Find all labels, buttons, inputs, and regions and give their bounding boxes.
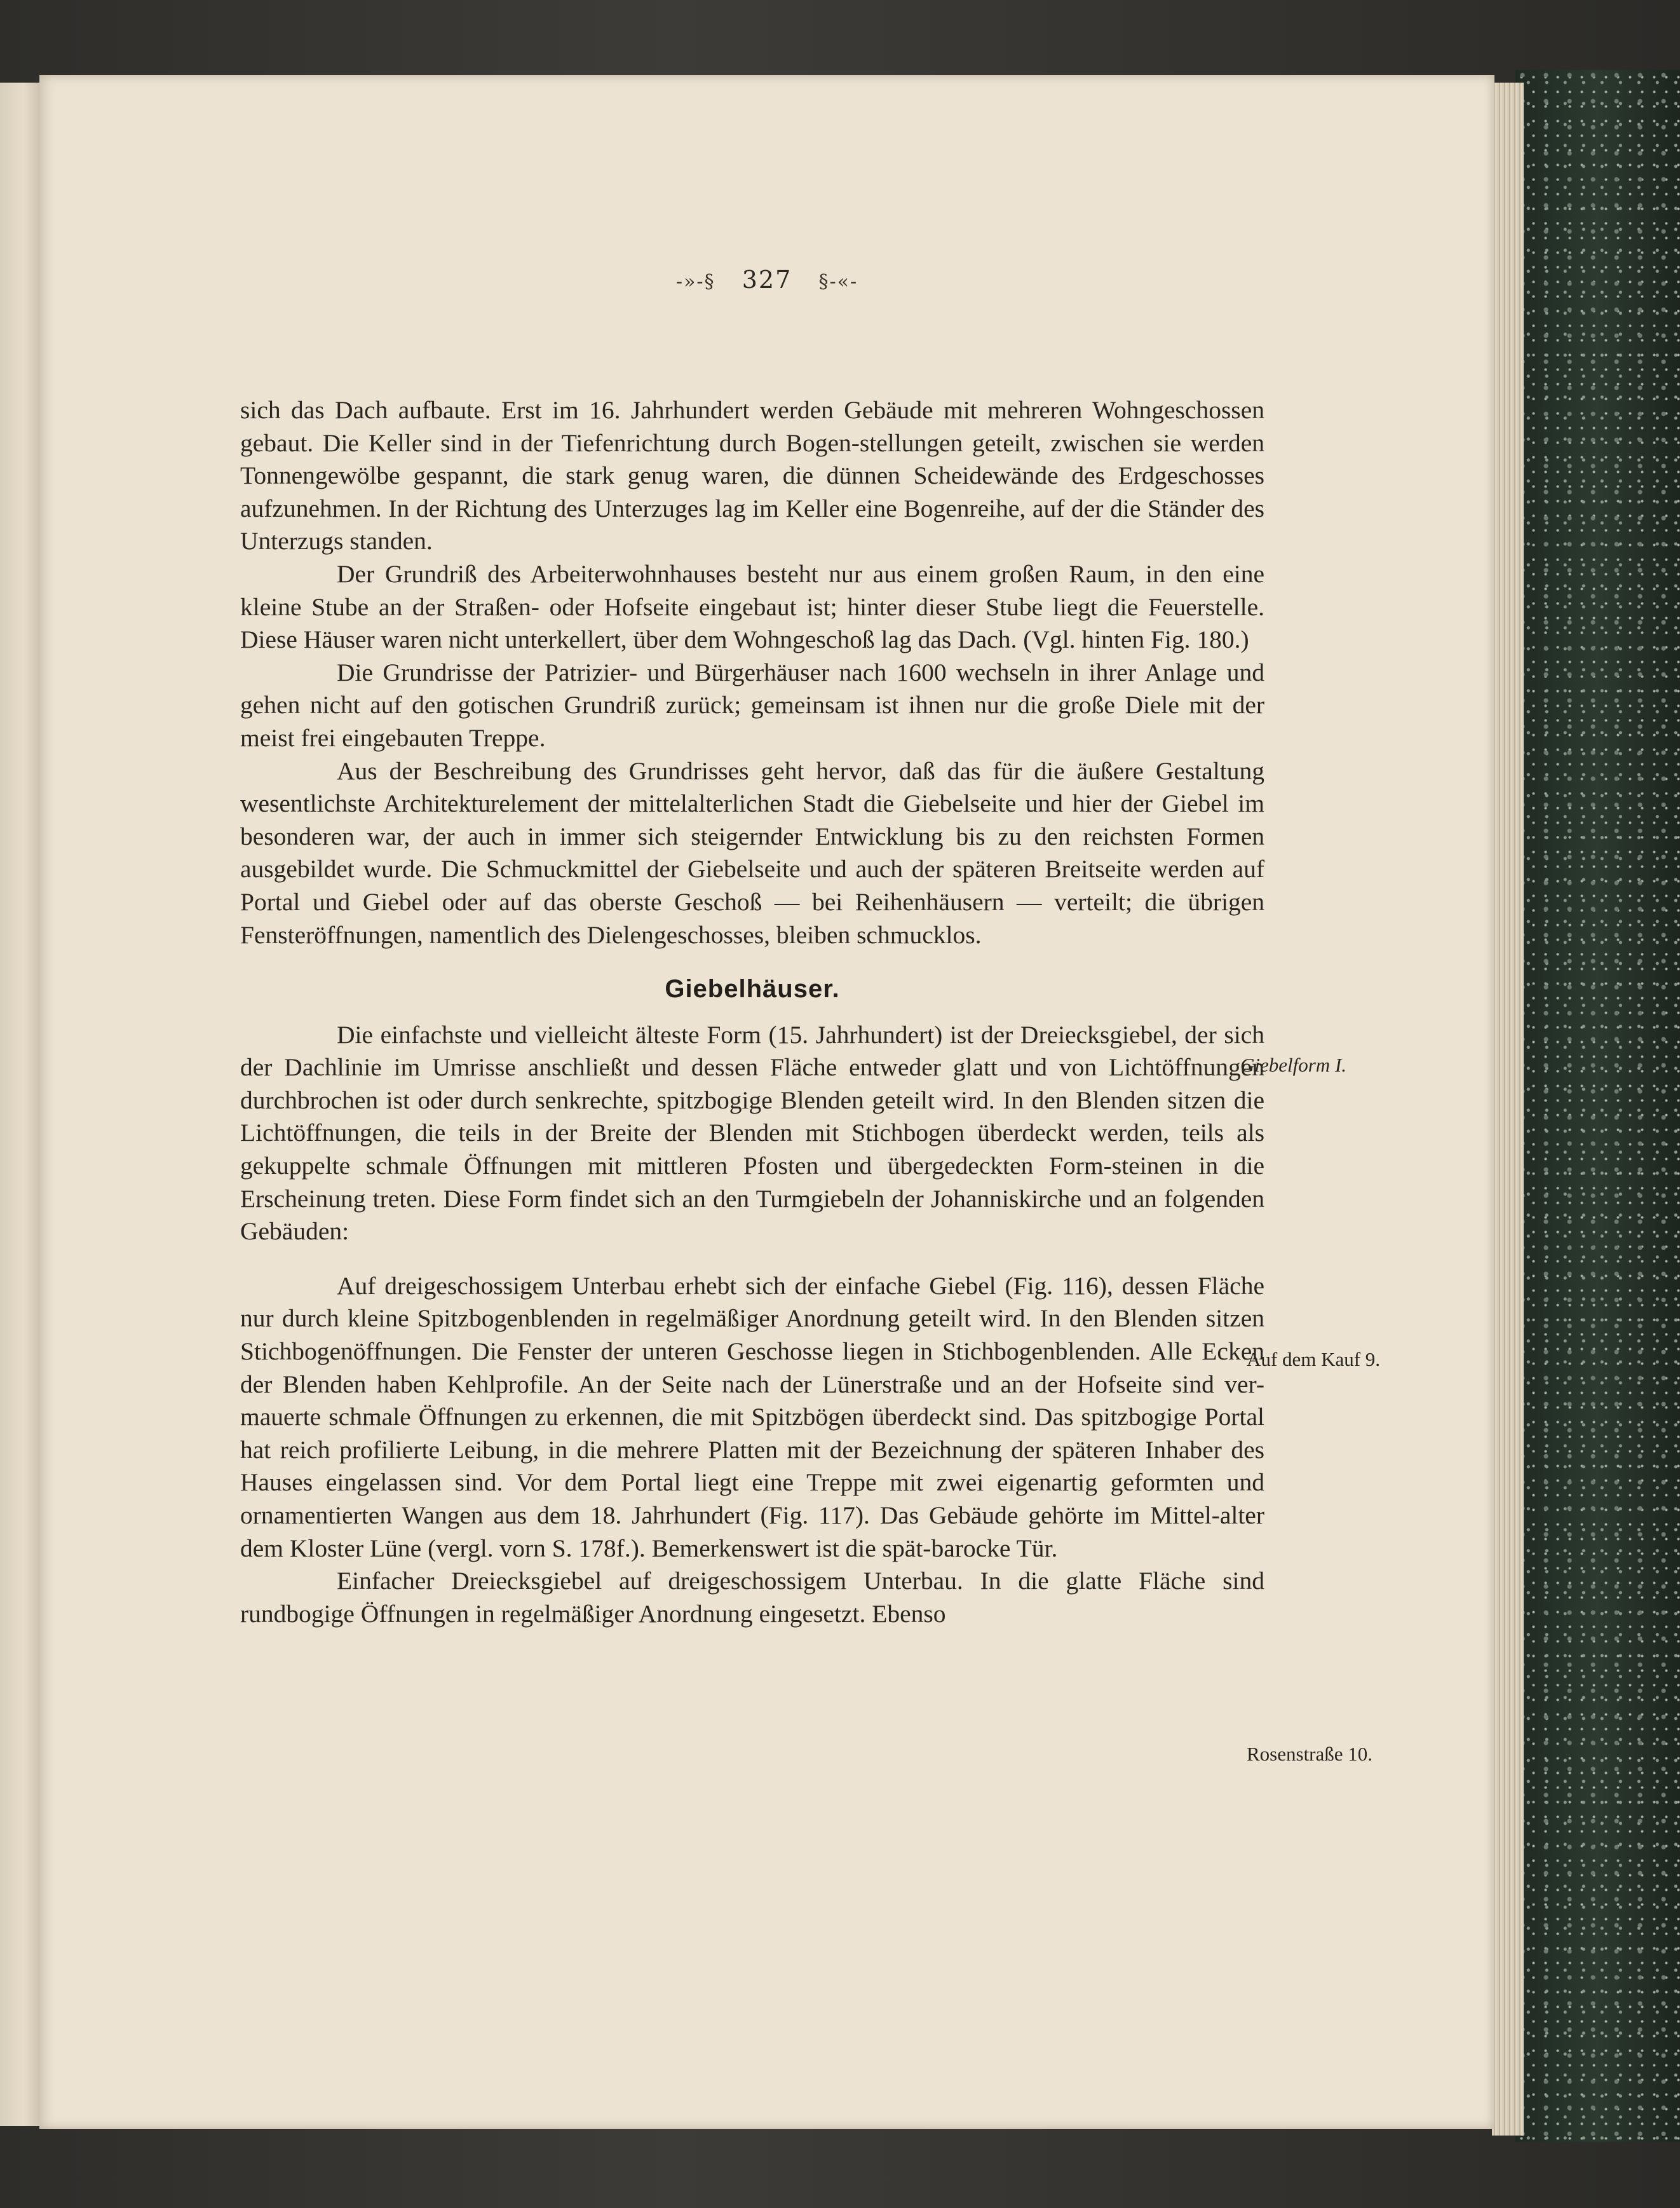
page-edges xyxy=(1492,83,1524,2136)
margin-note-rosenstrasse: Rosenstraße 10. xyxy=(1247,1743,1373,1765)
paragraph: Die Grundrisse der Patrizier- und Bürgerhäuser nach 1600 wechseln in ihrer Anlage und gehen nicht auf den gotischen Grundriß zurück; gemeinsam ist ihnen nur die große Diele mit der meist frei eingebauten Treppe. xyxy=(240,658,1264,752)
ornament-right: §-«- xyxy=(818,271,858,293)
paragraph-gap xyxy=(240,1248,1264,1270)
paragraph: Auf dreigeschossigem Unterbau erhebt sich der einfache Giebel (Fig. 116), dessen Fläche nur durch kleine Spitzbogenblenden in regelmäßiger Anordnung geteilt wird. In den Blenden sitzen Stichbogenöffnungen. Die Fenster der unteren Geschosse liegen in Stichbogenblenden. Alle Ecken der Blenden haben Kehlprofile. An der Seite nach der Lünerstraße und an der Hofseite sind ver-mauerte schmale Öffnungen zu erkennen, die mit Spitzbögen überdeckt sind. Das spitzbogige Portal hat reich profilierte Leibung, in die mehrere Platten mit der Bezeichnung der späteren Inhaber des Hauses eingelassen sind. Vor dem Portal liegt eine Treppe mit zwei eigenartig geformten und ornamentierten Wangen aus dem 18. Jahrhundert (Fig. 117). Das Gebäude gehörte im Mittel-alter dem Kloster Lüne (vergl. vorn S. 178f.). Bemerkenswert ist die spät-barocke Tür. xyxy=(240,1271,1264,1562)
margin-note-giebelform: Giebelform I. xyxy=(1240,1054,1347,1076)
paragraph-continued: sich das Dach aufbaute. Erst im 16. Jahrhundert werden Gebäude mit mehreren Wohngeschossen gebaut. Die Keller sind in der Tiefenrichtung durch Bogen-stellungen geteilt, zwischen sie werden Tonnengewölbe gespannt, die stark genug waren, die dünnen Scheidewände des Erdgeschosses aufzunehmen. In der Richtung des Unterzuges lag im Keller eine Bogenreihe, auf der die Ständer des Unterzugs standen. xyxy=(240,396,1264,555)
paragraph: Einfacher Dreiecksgiebel auf dreigeschossigem Unterbau. In die glatte Fläche sind rundbogige Öffnungen in regelmäßiger Anordnung eingesetzt. Ebenso xyxy=(240,1567,1264,1628)
ornament-left: -»-§ xyxy=(675,271,715,293)
page-number: 327 xyxy=(742,266,792,294)
section-heading: Giebelhäuser. xyxy=(665,975,840,1004)
paragraph: Die einfachste und vielleicht älteste Form (15. Jahrhundert) ist der Dreiecksgiebel, der sich der Dachlinie im Umrisse anschließt und dessen Fläche entweder glatt und von Lichtöffnungen durchbrochen ist oder durch senkrechte, spitzbogige Blenden geteilt wird. In den Blenden sitzen die Lichtöffnungen, die teils in der Breite der Blenden mit Stichbogen überdeckt werden, teils als gekuppelte schmale Öffnungen mit mittleren Pfosten und übergedeckten Form-steinen in die Erscheinung treten. Diese Form findet sich an den Turmgiebeln der Johanniskirche und an folgenden Gebäuden: xyxy=(240,1020,1264,1246)
page-body xyxy=(240,394,1264,1630)
book-cover xyxy=(1515,70,1680,2142)
paragraph: Der Grundriß des Arbeiterwohnhauses besteht nur aus einem großen Raum, in den eine kleine Stube an der Straßen- oder Hofseite eingebaut ist; hinter dieser Stube liegt die Feuerstelle. Diese Häuser waren nicht unterkellert, über dem Wohngeschoß lag das Dach. (Vgl. hinten Fig. 180.) xyxy=(240,559,1264,654)
facing-page-edge xyxy=(0,83,41,2126)
page-header xyxy=(39,266,1494,294)
paragraph: Aus der Beschreibung des Grundrisses geht hervor, daß das für die äußere Gestaltung wesentlichste Architekturelement der mittelalterlichen Stadt die Giebelseite und hier der Giebel im besonderen war, der auch in immer sich steigernder Entwicklung bis zu den reichsten Formen ausgebildet wurde. Die Schmuckmittel der Giebelseite und auch der späteren Breitseite werden auf Portal und Giebel oder auf das oberste Geschoß — bei Reihenhäusern — verteilt; die übrigen Fensteröffnungen, namentlich des Dielengeschosses, bleiben schmucklos. xyxy=(240,756,1264,949)
margin-note-auf-dem-kauf: Auf dem Kauf 9. xyxy=(1247,1348,1381,1370)
book-page xyxy=(39,75,1494,2129)
